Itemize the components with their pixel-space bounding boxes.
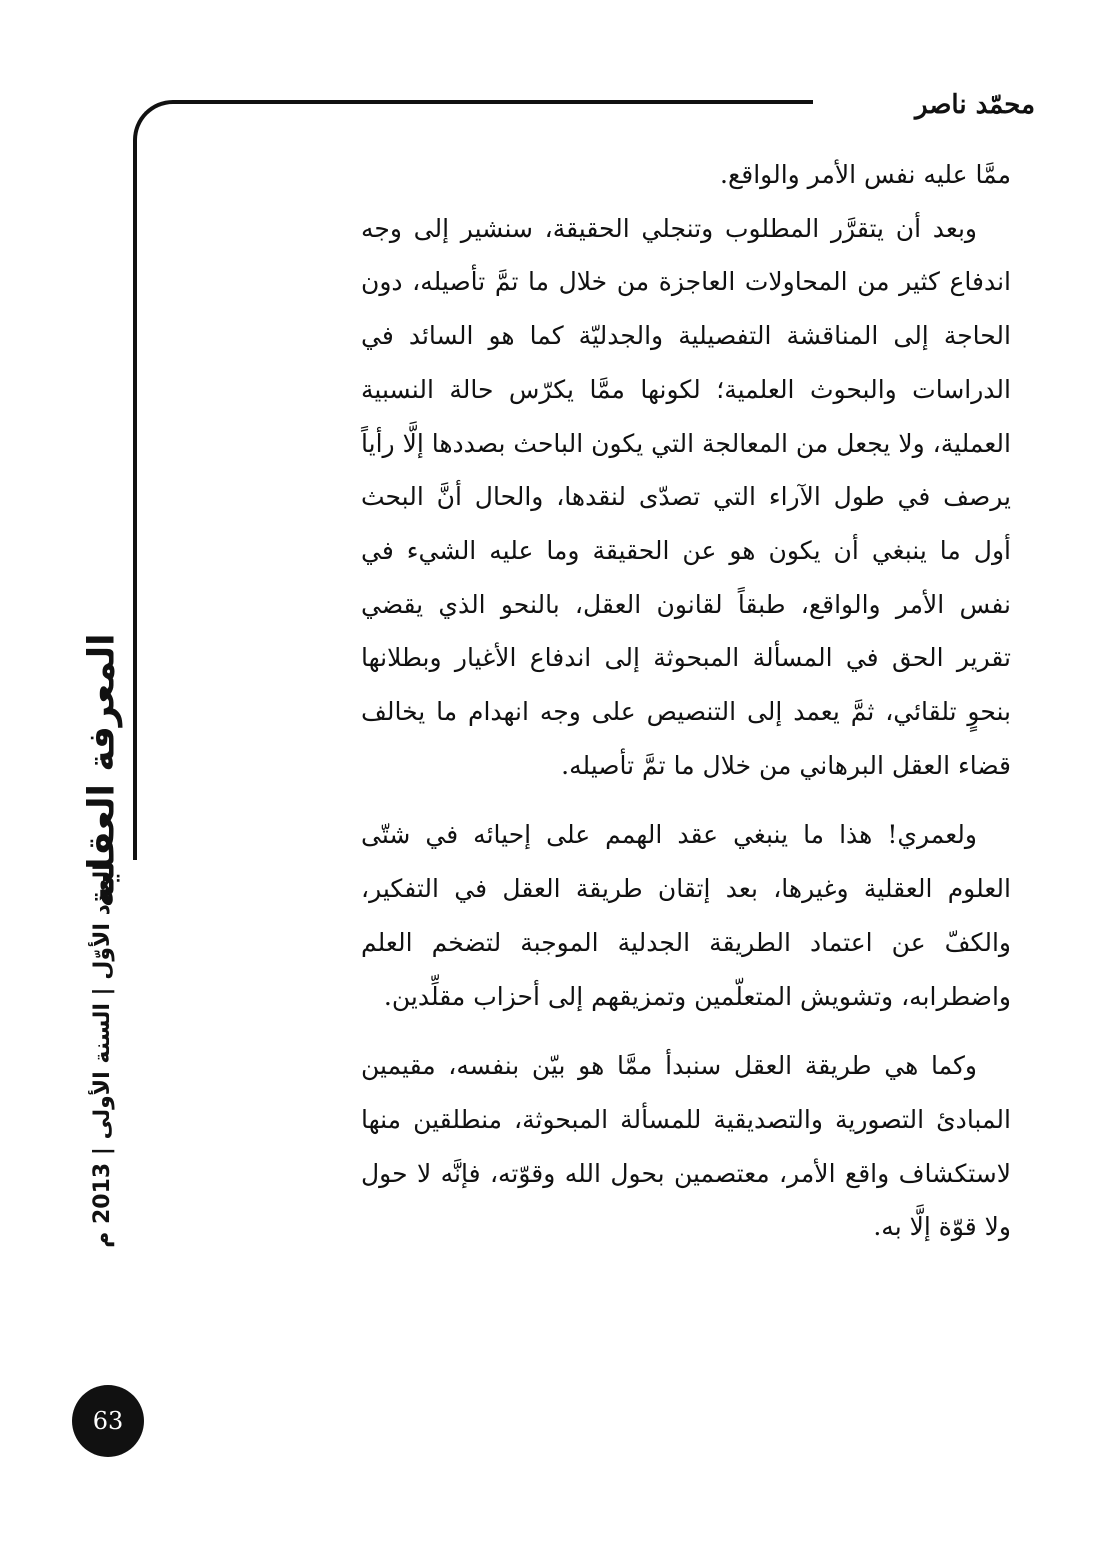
paragraph-4: وكما هي طريقة العقل سنبدأ ممَّا هو بيّن بنفسه، مقيمين المبادئ التصورية والتصديقية للمسألة المبحوثة، منطلقين منها لاستكشاف واقع الأمر، معتصمين بحول الله وقوّته، فإنَّه لا حول ولا قوّة إلَّا به. [361,1051,1011,1242]
running-header-author: محمّد ناصر [914,90,1035,120]
journal-name: المعرفة العقلية [81,633,123,907]
paragraph-2: وبعد أن يتقرَّر المطلوب وتنجلي الحقيقة، سنشير إلى وجه اندفاع كثير من المحاولات العاجزة من خلال ما تمَّ تأصيله، دون الحاجة إلى المناقشة التفصيلية والجدليّة كما هو السائد في الدراسات والبحوث العلمية؛ لكونها ممَّا يكرّس حالة النسبية العملية، ولا يجعل من المعالجة التي يكون الباحث بصددها إلَّا رأياً يرصف في طول الآراء التي تصدّى لنقدها، والحال أنَّ البحث أول ما ينبغي أن يكون هو عن الحقيقة وما عليه الشيء في نفس الأمر والواقع، طبقاً لقانون العقل، بالنحو الذي يقضي تقرير الحق في المسألة المبحوثة إلى اندفاع الأغيار وبطلانها بنحوٍ تلقائي، ثمَّ يعمد إلى التنصيص على وجه انهدام ما يخالف قضاء العقل البرهاني من خلال ما تمَّ تأصيله. [361,213,1011,780]
vertical-sidebar [72,633,132,1248]
body-text [361,148,1011,1254]
page-number-badge [72,1385,144,1457]
issue-info-text: العدد الأوّل | السنة الأولى | 2013 م [89,862,115,1248]
journal-logo [76,633,128,907]
page-number: 63 [92,1407,124,1435]
paragraph-1: ممَّا عليه نفس الأمر والواقع. [720,160,1011,189]
paragraph-3: ولعمري! هذا ما ينبغي عقد الهمم على إحيائه في شتّى العلوم العقلية وغيرها، بعد إتقان طريقة العقل في التفكير، والكفّ عن اعتماد الطريقة الجدلية الموجبة لتضخم العلم واضطرابه، وتشويش المتعلّمين وتمزيقهم إلى أحزاب مقلِّدين. [361,820,1011,1011]
issue-info [76,862,128,1248]
